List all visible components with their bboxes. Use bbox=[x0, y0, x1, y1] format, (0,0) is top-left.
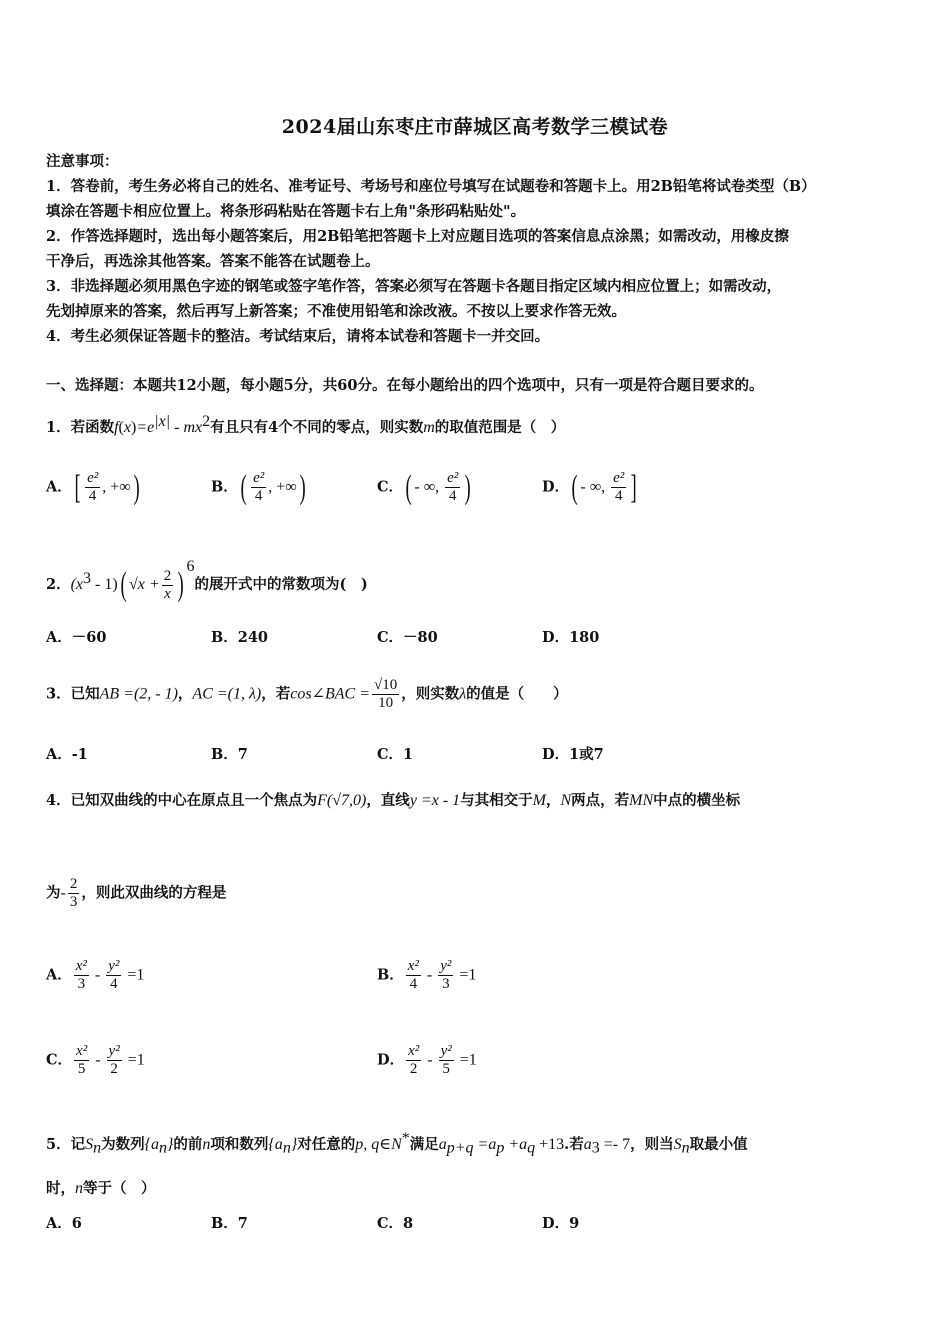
notice-line: 先划掉原来的答案，然后再写上新答案；不准使用铅笔和涂改液。不按以上要求作答无效。 bbox=[46, 303, 626, 320]
q4-option-c: C． $\frac{\text{x²}}{5}$ - $\frac{\text{y²}}{2}$ =1 bbox=[46, 1043, 145, 1077]
notice-line: 1．答卷前，考生务必将自己的姓名、准考证号、考场号和座位号填写在试题卷和答题卡上。用2B铅笔将试卷类型（B） bbox=[46, 178, 816, 195]
notice-line: 填涂在答题卡相应位置上。将条形码粘贴在答题卡右上角"条形码粘贴处"。 bbox=[46, 203, 526, 220]
q2-option-b: B．240 bbox=[211, 629, 269, 646]
question-4: 4．已知双曲线的中心在原点且一个焦点为F(√7,0)，直线y =x - 1与其相交于M，N两点，若MN中点的横坐标 bbox=[46, 792, 741, 809]
question-5-cont: 时，n等于（ ） bbox=[46, 1180, 156, 1197]
q5-option-c: C．8 bbox=[377, 1215, 414, 1232]
q2-option-d: D．180 bbox=[542, 629, 600, 646]
q4-option-a: A． $\frac{\text{x²}}{3}$ - $\frac{\text{y²}}{4}$ =1 bbox=[46, 958, 145, 992]
page-title: 2024届山东枣庄市薛城区高考数学三模试卷 bbox=[281, 116, 669, 138]
q3-option-b: B．7 bbox=[211, 746, 248, 763]
notice-line: 2．作答选择题时，选出每小题答案后，用2B铅笔把答题卡上对应题目选项的答案信息点涂黑；如需改动，用橡皮擦 bbox=[46, 228, 789, 245]
q1-option-c: C．( - ∞, $\frac{\text{e²}}{4}$ ) bbox=[377, 468, 472, 506]
q5-option-d: D．9 bbox=[542, 1215, 580, 1232]
q2-option-a: A．－60 bbox=[46, 629, 107, 646]
q3-option-c: C．1 bbox=[377, 746, 414, 763]
q5-option-a: A．6 bbox=[46, 1215, 82, 1232]
q5-option-b: B．7 bbox=[211, 1215, 248, 1232]
q1-option-b: B．( $\frac{\text{e²}}{4}$ , +∞) bbox=[211, 468, 306, 506]
q4-option-d: D． $\frac{\text{x²}}{2}$ - $\frac{\text{y²}}{5}$ =1 bbox=[377, 1043, 477, 1077]
question-5: 5．记$S_n$为数列$\{a_n\}$的前n项和数列$\{a_n\}$对任意的p, q∈N*满足$a_{p+q} =a_p +a_q +13$.若$a_3 =- 7$，则当$S_n$取最小值 bbox=[46, 1130, 748, 1157]
question-4-cont: 为- $\frac{2}{3}$ ，则此双曲线的方程是 bbox=[46, 876, 227, 910]
question-2: 2．$(x^3 - 1)$( √x + $\frac{2}{x}$ ) $^6$的展开式中的常数项为( ) bbox=[46, 558, 368, 603]
section-heading: 一、选择题：本题共12小题，每小题5分，共60分。在每小题给出的四个选项中，只有一项是符合题目要求的。 bbox=[46, 377, 764, 394]
notice-line: 3．非选择题必须用黑色字迹的钢笔或签字笔作答，答案必须写在答题卡各题目指定区域内相应位置上；如需改动， bbox=[46, 278, 782, 295]
notice-line: 4．考生必须保证答题卡的整洁。考试结束后，请将本试卷和答题卡一并交回。 bbox=[46, 328, 550, 345]
q3-option-a: A．-1 bbox=[46, 746, 88, 763]
q2-option-c: C．－80 bbox=[377, 629, 438, 646]
q1-option-d: D．( - ∞, $\frac{\text{e²}}{4}$ ] bbox=[542, 468, 638, 506]
q3-option-d: D．1或7 bbox=[542, 746, 604, 763]
question-1: 1．若函数$f(x)=e^{|x|} - mx^2$有且只有4个不同的零点，则实数m的取值范围是（ ） bbox=[46, 413, 566, 436]
q1-option-a: A．[ $\frac{\text{e²}}{4}$ , +∞) bbox=[46, 468, 140, 506]
q4-option-b: B． $\frac{\text{x²}}{4}$ - $\frac{\text{y²}}{3}$ =1 bbox=[377, 958, 477, 992]
notice-line: 干净后，再选涂其他答案。答案不能答在试题卷上。 bbox=[46, 253, 380, 270]
question-3: 3．已知AB =(2, - 1)，AC =(1, λ)，若cos∠BAC = $\frac{√10}{10}$ ，则实数λ的值是（ ） bbox=[46, 677, 568, 711]
notice-heading: 注意事项： bbox=[46, 153, 119, 170]
